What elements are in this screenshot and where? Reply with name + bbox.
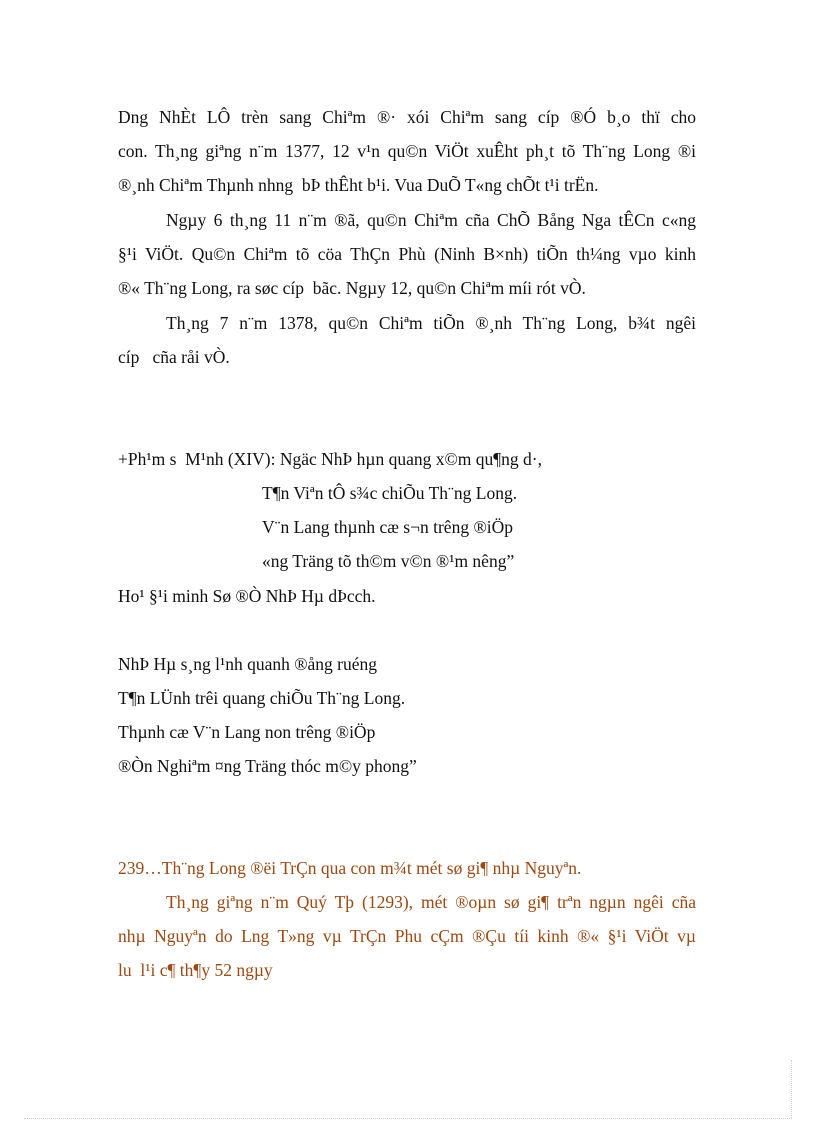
translation-line-4: ®Òn Nghiªm ¤ng Träng thóc m©y phong” [118, 756, 417, 776]
note-239-line-2: nhµ Nguyªn do Lng T»ng vµ TrÇn Phu cÇm ®Çu tíi kinh ®« §¹i ViÖt vµ [118, 926, 696, 946]
poem-line-1: +Ph¹m s M¹nh (XIV): Ngäc NhÞ hµn quang x©m qu¶ng d·, [118, 449, 543, 469]
note-239-line-1: Th¸ng giªng n¨m Quý Tþ (1293), mét ®oµn sø gi¶ trªn ngµn ngêi cña [166, 892, 696, 912]
paragraph-3-line-2: cíp cña råi vÒ. [118, 347, 230, 367]
translation-line-1: NhÞ Hµ s¸ng l¹nh quanh ®ång ruéng [118, 654, 378, 674]
paragraph-1-line-3: ®¸nh Chiªm Thµnh nhng bÞ thÊht b¹i. Vua DuÕ T«ng chÕt t¹i trËn. [118, 175, 599, 195]
paragraph-1-line-1: Dng NhÈt LÔ trèn sang Chiªm ®· xói Chiªm sang cíp ®Ó b¸o thï cho [118, 107, 696, 127]
poem-line-3: V¨n Lang thµnh cæ s¬n trêng ®iÖp [262, 517, 513, 537]
poem-translator-credit: Ho¹ §¹i minh Sø ®Ò NhÞ Hµ dÞcch. [118, 586, 376, 606]
poem-line-2: T¶n Viªn tÔ s¾c chiÕu Th¨ng Long. [262, 483, 518, 503]
note-239-heading: 239…Th¨ng Long ®ëi TrÇn qua con m¾t mét sø gi¶ nhµ Nguyªn. [118, 858, 582, 878]
translation-line-3: Thµnh cæ V¨n Lang non trêng ®iÖp [118, 722, 376, 742]
page-bottom-border [24, 1118, 792, 1119]
paragraph-2-line-1: Ngµy 6 th¸ng 11 n¨m ®ã, qu©n Chiªm cña ChÕ Bång Nga tÊCn c«ng [166, 210, 696, 230]
note-239-line-3: lu l¹i c¶ th¶y 52 ngµy [118, 960, 273, 980]
poem-line-4: «ng Träng tõ th©m v©n ®¹m nêng” [262, 551, 515, 571]
paragraph-2-line-2: §¹i ViÖt. Qu©n Chiªm tõ cöa ThÇn Phù (Ninh B×nh) tiÕn th¼ng vµo kinh [118, 244, 696, 264]
paragraph-2-line-3: ®« Th¨ng Long, ra søc cíp bãc. Ngµy 12, qu©n Chiªm míi rót vÒ. [118, 278, 586, 298]
paragraph-3-line-1: Th¸ng 7 n¨m 1378, qu©n Chiªm tiÕn ®¸nh Th¨ng Long, b¾t ngêi [166, 313, 696, 333]
page-right-border [791, 1060, 792, 1118]
paragraph-1-line-2: con. Th¸ng giªng n¨m 1377, 12 v¹n qu©n ViÖt xuÊht ph¸t tõ Th¨ng Long ®i [118, 141, 696, 161]
translation-line-2: T¶n LÜnh trêi quang chiÕu Th¨ng Long. [118, 688, 406, 708]
